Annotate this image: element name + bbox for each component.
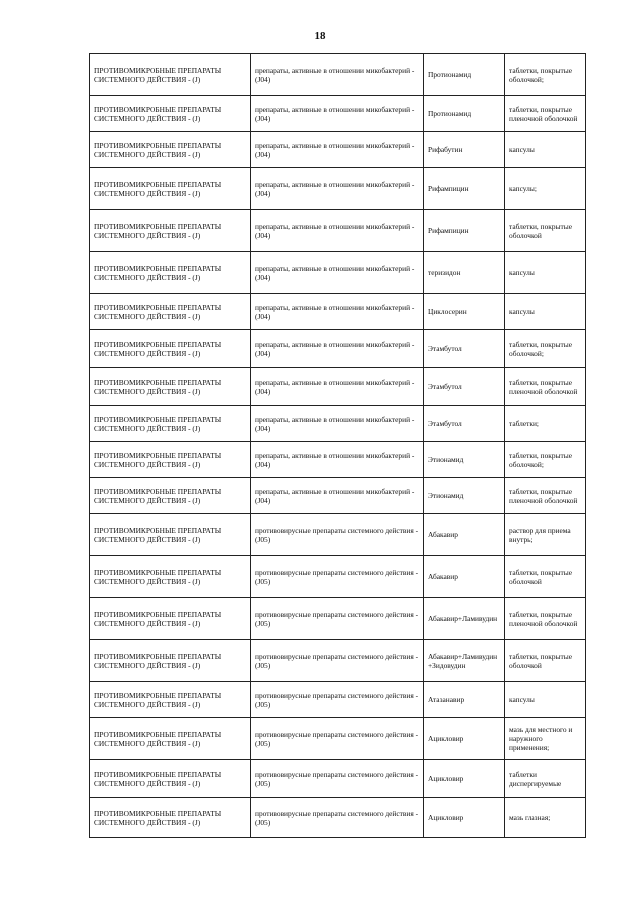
cell-drug-name: Этамбутол bbox=[424, 368, 505, 406]
cell-therapeutic-subgroup: препараты, активные в отношении микобактерий - (J04) bbox=[251, 330, 424, 368]
cell-dosage-form: таблетки, покрытые пленочной оболочкой bbox=[505, 478, 586, 514]
cell-pharmacological-group: ПРОТИВОМИКРОБНЫЕ ПРЕПАРАТЫ СИСТЕМНОГО ДЕЙСТВИЯ - (J) bbox=[90, 598, 251, 640]
cell-pharmacological-group: ПРОТИВОМИКРОБНЫЕ ПРЕПАРАТЫ СИСТЕМНОГО ДЕЙСТВИЯ - (J) bbox=[90, 760, 251, 798]
cell-dosage-form: таблетки; bbox=[505, 406, 586, 442]
cell-pharmacological-group: ПРОТИВОМИКРОБНЫЕ ПРЕПАРАТЫ СИСТЕМНОГО ДЕЙСТВИЯ - (J) bbox=[90, 798, 251, 838]
table-row bbox=[90, 406, 586, 442]
cell-therapeutic-subgroup: препараты, активные в отношении микобактерий - (J04) bbox=[251, 210, 424, 252]
cell-dosage-form: таблетки, покрытые пленочной оболочкой bbox=[505, 598, 586, 640]
table-body bbox=[90, 54, 586, 838]
cell-drug-name: Рифампицин bbox=[424, 210, 505, 252]
cell-dosage-form: таблетки, покрытые пленочной оболочкой bbox=[505, 368, 586, 406]
table-row bbox=[90, 132, 586, 168]
cell-dosage-form: таблетки, покрытые оболочкой; bbox=[505, 54, 586, 96]
table-row bbox=[90, 478, 586, 514]
cell-therapeutic-subgroup: препараты, активные в отношении микобактерий - (J04) bbox=[251, 252, 424, 294]
cell-pharmacological-group: ПРОТИВОМИКРОБНЫЕ ПРЕПАРАТЫ СИСТЕМНОГО ДЕЙСТВИЯ - (J) bbox=[90, 330, 251, 368]
cell-therapeutic-subgroup: противовирусные препараты системного действия - (J05) bbox=[251, 556, 424, 598]
table-row bbox=[90, 682, 586, 718]
cell-dosage-form: таблетки, покрытые оболочкой bbox=[505, 640, 586, 682]
cell-therapeutic-subgroup: препараты, активные в отношении микобактерий - (J04) bbox=[251, 96, 424, 132]
cell-pharmacological-group: ПРОТИВОМИКРОБНЫЕ ПРЕПАРАТЫ СИСТЕМНОГО ДЕЙСТВИЯ - (J) bbox=[90, 168, 251, 210]
table-row bbox=[90, 598, 586, 640]
cell-drug-name: Циклосерин bbox=[424, 294, 505, 330]
cell-therapeutic-subgroup: препараты, активные в отношении микобактерий - (J04) bbox=[251, 294, 424, 330]
table-row bbox=[90, 640, 586, 682]
table-row bbox=[90, 330, 586, 368]
cell-therapeutic-subgroup: противовирусные препараты системного действия - (J05) bbox=[251, 718, 424, 760]
page-number: 18 bbox=[314, 30, 326, 42]
table-row bbox=[90, 442, 586, 478]
cell-therapeutic-subgroup: препараты, активные в отношении микобактерий - (J04) bbox=[251, 478, 424, 514]
cell-dosage-form: раствор для приема внутрь; bbox=[505, 514, 586, 556]
cell-drug-name: Ацикловир bbox=[424, 798, 505, 838]
cell-dosage-form: капсулы bbox=[505, 252, 586, 294]
cell-therapeutic-subgroup: препараты, активные в отношении микобактерий - (J04) bbox=[251, 168, 424, 210]
cell-therapeutic-subgroup: противовирусные препараты системного действия - (J05) bbox=[251, 514, 424, 556]
cell-dosage-form: таблетки диспергируемые bbox=[505, 760, 586, 798]
cell-therapeutic-subgroup: противовирусные препараты системного действия - (J05) bbox=[251, 640, 424, 682]
cell-drug-name: Атазанавир bbox=[424, 682, 505, 718]
table-row bbox=[90, 54, 586, 96]
cell-pharmacological-group: ПРОТИВОМИКРОБНЫЕ ПРЕПАРАТЫ СИСТЕМНОГО ДЕЙСТВИЯ - (J) bbox=[90, 368, 251, 406]
cell-therapeutic-subgroup: противовирусные препараты системного действия - (J05) bbox=[251, 798, 424, 838]
table-row bbox=[90, 368, 586, 406]
cell-dosage-form: таблетки, покрытые пленочной оболочкой bbox=[505, 96, 586, 132]
cell-drug-name: Протионамид bbox=[424, 96, 505, 132]
cell-drug-name: Ацикловир bbox=[424, 760, 505, 798]
cell-drug-name: Рифабутин bbox=[424, 132, 505, 168]
cell-drug-name: Этионамид bbox=[424, 478, 505, 514]
cell-drug-name: Протионамид bbox=[424, 54, 505, 96]
table-row bbox=[90, 556, 586, 598]
table-row bbox=[90, 252, 586, 294]
cell-pharmacological-group: ПРОТИВОМИКРОБНЫЕ ПРЕПАРАТЫ СИСТЕМНОГО ДЕЙСТВИЯ - (J) bbox=[90, 294, 251, 330]
cell-therapeutic-subgroup: препараты, активные в отношении микобактерий - (J04) bbox=[251, 442, 424, 478]
cell-dosage-form: капсулы bbox=[505, 682, 586, 718]
cell-dosage-form: мазь глазная; bbox=[505, 798, 586, 838]
cell-dosage-form: капсулы; bbox=[505, 168, 586, 210]
cell-pharmacological-group: ПРОТИВОМИКРОБНЫЕ ПРЕПАРАТЫ СИСТЕМНОГО ДЕЙСТВИЯ - (J) bbox=[90, 514, 251, 556]
cell-drug-name: Рифампицин bbox=[424, 168, 505, 210]
cell-pharmacological-group: ПРОТИВОМИКРОБНЫЕ ПРЕПАРАТЫ СИСТЕМНОГО ДЕЙСТВИЯ - (J) bbox=[90, 478, 251, 514]
cell-pharmacological-group: ПРОТИВОМИКРОБНЫЕ ПРЕПАРАТЫ СИСТЕМНОГО ДЕЙСТВИЯ - (J) bbox=[90, 406, 251, 442]
cell-therapeutic-subgroup: противовирусные препараты системного действия - (J05) bbox=[251, 598, 424, 640]
cell-dosage-form: капсулы bbox=[505, 294, 586, 330]
cell-pharmacological-group: ПРОТИВОМИКРОБНЫЕ ПРЕПАРАТЫ СИСТЕМНОГО ДЕЙСТВИЯ - (J) bbox=[90, 556, 251, 598]
cell-drug-name: Абакавир bbox=[424, 556, 505, 598]
cell-therapeutic-subgroup: препараты, активные в отношении микобактерий - (J04) bbox=[251, 132, 424, 168]
cell-pharmacological-group: ПРОТИВОМИКРОБНЫЕ ПРЕПАРАТЫ СИСТЕМНОГО ДЕЙСТВИЯ - (J) bbox=[90, 718, 251, 760]
cell-therapeutic-subgroup: противовирусные препараты системного действия - (J05) bbox=[251, 760, 424, 798]
cell-therapeutic-subgroup: противовирусные препараты системного действия - (J05) bbox=[251, 682, 424, 718]
cell-pharmacological-group: ПРОТИВОМИКРОБНЫЕ ПРЕПАРАТЫ СИСТЕМНОГО ДЕЙСТВИЯ - (J) bbox=[90, 442, 251, 478]
cell-drug-name: Ацикловир bbox=[424, 718, 505, 760]
cell-pharmacological-group: ПРОТИВОМИКРОБНЫЕ ПРЕПАРАТЫ СИСТЕМНОГО ДЕЙСТВИЯ - (J) bbox=[90, 96, 251, 132]
cell-pharmacological-group: ПРОТИВОМИКРОБНЫЕ ПРЕПАРАТЫ СИСТЕМНОГО ДЕЙСТВИЯ - (J) bbox=[90, 640, 251, 682]
cell-drug-name: Этионамид bbox=[424, 442, 505, 478]
drug-table bbox=[89, 53, 586, 838]
table-row bbox=[90, 294, 586, 330]
cell-pharmacological-group: ПРОТИВОМИКРОБНЫЕ ПРЕПАРАТЫ СИСТЕМНОГО ДЕЙСТВИЯ - (J) bbox=[90, 682, 251, 718]
cell-dosage-form: таблетки, покрытые оболочкой bbox=[505, 556, 586, 598]
cell-drug-name: Этамбутол bbox=[424, 330, 505, 368]
cell-therapeutic-subgroup: препараты, активные в отношении микобактерий - (J04) bbox=[251, 406, 424, 442]
cell-pharmacological-group: ПРОТИВОМИКРОБНЫЕ ПРЕПАРАТЫ СИСТЕМНОГО ДЕЙСТВИЯ - (J) bbox=[90, 132, 251, 168]
cell-drug-name: Этамбутол bbox=[424, 406, 505, 442]
cell-pharmacological-group: ПРОТИВОМИКРОБНЫЕ ПРЕПАРАТЫ СИСТЕМНОГО ДЕЙСТВИЯ - (J) bbox=[90, 54, 251, 96]
cell-dosage-form: мазь для местного и наружного применения; bbox=[505, 718, 586, 760]
cell-therapeutic-subgroup: препараты, активные в отношении микобактерий - (J04) bbox=[251, 368, 424, 406]
table-row bbox=[90, 514, 586, 556]
cell-drug-name: теризидон bbox=[424, 252, 505, 294]
table-row bbox=[90, 210, 586, 252]
cell-pharmacological-group: ПРОТИВОМИКРОБНЫЕ ПРЕПАРАТЫ СИСТЕМНОГО ДЕЙСТВИЯ - (J) bbox=[90, 210, 251, 252]
cell-dosage-form: капсулы bbox=[505, 132, 586, 168]
cell-drug-name: Абакавир bbox=[424, 514, 505, 556]
table-row bbox=[90, 718, 586, 760]
cell-therapeutic-subgroup: препараты, активные в отношении микобактерий - (J04) bbox=[251, 54, 424, 96]
cell-drug-name: Абакавир+Ламивудин+Зидовудин bbox=[424, 640, 505, 682]
cell-dosage-form: таблетки, покрытые оболочкой; bbox=[505, 442, 586, 478]
table-row bbox=[90, 798, 586, 838]
cell-dosage-form: таблетки, покрытые оболочкой; bbox=[505, 330, 586, 368]
table-row bbox=[90, 760, 586, 798]
cell-pharmacological-group: ПРОТИВОМИКРОБНЫЕ ПРЕПАРАТЫ СИСТЕМНОГО ДЕЙСТВИЯ - (J) bbox=[90, 252, 251, 294]
table-row bbox=[90, 168, 586, 210]
table-row bbox=[90, 96, 586, 132]
cell-dosage-form: таблетки, покрытые оболочкой bbox=[505, 210, 586, 252]
cell-drug-name: Абакавир+Ламивудин bbox=[424, 598, 505, 640]
